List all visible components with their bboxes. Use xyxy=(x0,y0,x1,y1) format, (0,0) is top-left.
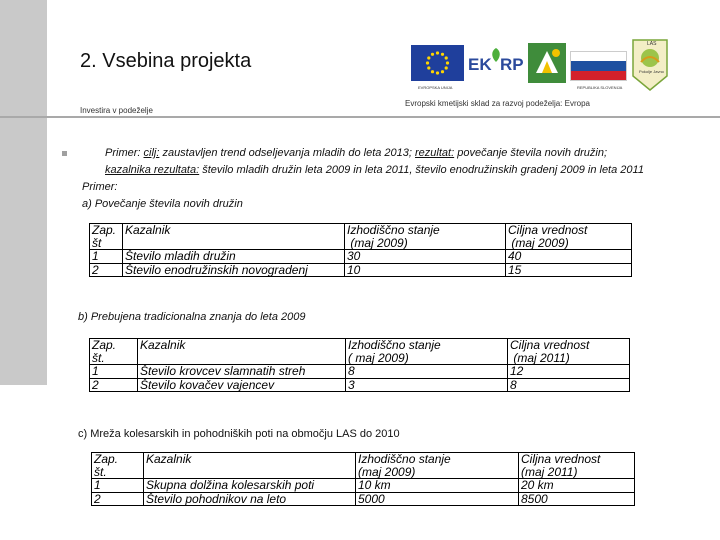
table-cell: Število kovačev vajencev xyxy=(138,378,346,392)
header-divider xyxy=(0,116,720,118)
table-row xyxy=(90,263,632,277)
table-cell: 8 xyxy=(346,365,508,379)
intro-end: povečanje števila novih družin; xyxy=(454,147,608,159)
header-cell: Ciljna vrednost (maj 2011) xyxy=(508,339,630,365)
ekrp-logo xyxy=(468,47,524,83)
table-row xyxy=(90,250,632,264)
table-cell: 2 xyxy=(90,378,138,392)
header-cell: Kazalnik xyxy=(138,339,346,365)
section-c-label: c) Mreža kolesarskih in pohodniških poti na območju LAS do 2010 xyxy=(78,428,400,440)
table-cell: 10 km xyxy=(356,479,519,493)
table-cell: 2 xyxy=(92,492,144,506)
table-cell: 12 xyxy=(508,365,630,379)
header-cell: Zap. št. xyxy=(90,339,138,365)
section-a-label: a) Povečanje števila novih družin xyxy=(82,198,243,210)
intro-line2-text: število mladih družin leta 2009 in leta 2011, število enodružinskih gradenj 2009 in leta 2011 xyxy=(199,164,644,176)
header-cell: Izhodiščno stanje ( maj 2009) xyxy=(346,339,508,365)
section-b-label: b) Prebujena tradicionalna znanja do leta 2009 xyxy=(78,311,306,323)
table-cell: Število pohodnikov na leto xyxy=(144,492,356,506)
table-row xyxy=(92,492,635,506)
table-row xyxy=(92,453,635,479)
table-b xyxy=(89,338,630,392)
table-cell: 1 xyxy=(90,250,123,264)
table-cell: 8 xyxy=(508,378,630,392)
table-row xyxy=(90,224,632,250)
table-cell: 40 xyxy=(506,250,632,264)
slovenia-flag-logo xyxy=(570,51,627,81)
las-sublabel: Pokolje Javno xyxy=(639,69,664,74)
intro-prefix: Primer: xyxy=(105,147,144,159)
table-cell: 1 xyxy=(92,479,144,493)
table-cell: 3 xyxy=(346,378,508,392)
table-cell: 30 xyxy=(345,250,506,264)
page-subtitle: Investira v podeželje xyxy=(80,106,153,115)
las-label: LAS xyxy=(647,41,657,47)
table-row xyxy=(92,479,635,493)
ekrp-logo-left: EK xyxy=(468,55,492,74)
page-title: 2. Vsebina projekta xyxy=(80,50,252,72)
header-cell: Ciljna vrednost (maj 2011) xyxy=(519,453,635,479)
eu-label: EVROPSKA UNIJA xyxy=(418,85,453,90)
table-cell: Število mladih družin xyxy=(123,250,345,264)
intro-mid: zaustavljen trend odseljevanja mladih do leta 2013; xyxy=(159,147,416,159)
header-cell: Izhodiščno stanje (maj 2009) xyxy=(345,224,506,250)
header-cell: Ciljna vrednost (maj 2009) xyxy=(506,224,632,250)
intro-line-3: Primer: xyxy=(82,181,118,193)
table-cell: 2 xyxy=(90,263,123,277)
leader-logo xyxy=(528,43,566,83)
intro-line-1 xyxy=(105,147,607,159)
table-c xyxy=(91,452,635,506)
table-cell: Število enodružinskih novogradenj xyxy=(123,263,345,277)
intro-rezultat: rezultat: xyxy=(415,147,455,159)
header-cell: Zap. št xyxy=(90,224,123,250)
ekrp-logo-right: RP xyxy=(500,55,524,74)
las-logo xyxy=(630,38,670,92)
table-cell: 1 xyxy=(90,365,138,379)
header-cell: Kazalnik xyxy=(144,453,356,479)
table-row xyxy=(90,339,630,365)
table-cell: 8500 xyxy=(519,492,635,506)
slovenia-label: REPUBLIKA SLOVENIJA xyxy=(577,85,623,90)
header-cell: Izhodiščno stanje (maj 2009) xyxy=(356,453,519,479)
header-cell: Kazalnik xyxy=(123,224,345,250)
bullet-square xyxy=(62,151,67,156)
intro-kazalnik: kazalnika rezultata: xyxy=(105,164,200,176)
table-a xyxy=(89,223,632,277)
table-cell: Število krovcev slamnatih streh xyxy=(138,365,346,379)
table-row xyxy=(90,378,630,392)
fund-caption: Evropski kmetijski sklad za razvoj podeželja: Evropa xyxy=(405,99,590,108)
table-cell: 20 km xyxy=(519,479,635,493)
table-cell: 15 xyxy=(506,263,632,277)
eu-flag-logo xyxy=(411,45,464,81)
table-cell: Skupna dolžina kolesarskih poti xyxy=(144,479,356,493)
intro-line-2 xyxy=(105,164,644,176)
table-row xyxy=(90,365,630,379)
left-accent-bar xyxy=(0,0,47,385)
table-cell: 5000 xyxy=(356,492,519,506)
intro-cilj: cilj: xyxy=(143,147,160,159)
table-cell: 10 xyxy=(345,263,506,277)
header-cell: Zap. št. xyxy=(92,453,144,479)
